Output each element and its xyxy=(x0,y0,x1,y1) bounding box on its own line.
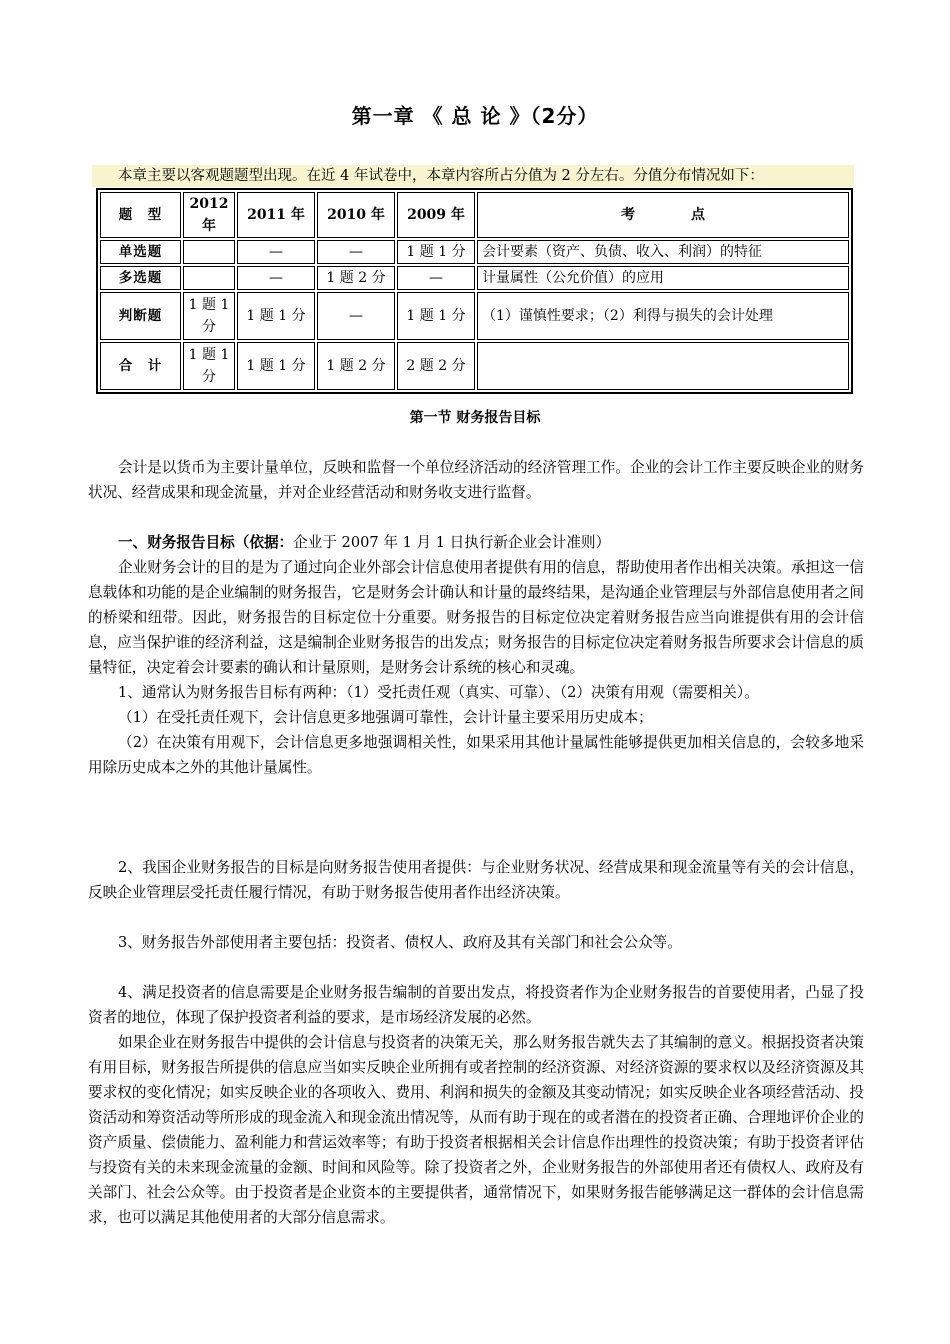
cell-2012: 1 题 1 分 xyxy=(183,342,235,390)
table-row xyxy=(100,292,849,340)
subheading-rest: 企业于 2007 年 1 月 1 日执行新企业会计准则） xyxy=(293,534,611,551)
cell-points: （1）谨慎性要求；（2）利得与损失的会计处理 xyxy=(477,292,849,340)
cell-2009: 2 题 2 分 xyxy=(397,342,475,390)
paragraph-investor-needs: 如果企业在财务报告中提供的会计信息与投资者的决策无关，那么财务报告就失去了其编制的意义。根据投资者决策有用目标，财务报告所提供的信息应当如实反映企业所拥有或者控制的经济资源、对经济资源的要求权以及经济资源及其要求权的变化情况；如实反映企业的各项收入、费用、利润和损失的金额及其变动情况；如实反映企业各项经营活动、投资活动和筹资活动等所形成的现金流入和现金流出情况等，从而有助于现在的或者潜在的投资者正确、合理地评价企业的资产质量、偿债能力、盈利能力和营运效率等；有助于投资者根据相关会计信息作出理性的投资决策；有助于投资者评估与投资有关的未来现金流量的金额、时间和风险等。除了投资者之外，企业财务报告的外部使用者还有债权人、政府及有关部门、社会公众等。由于投资者是企业资本的主要提供者，通常情况下，如果财务报告能够满足这一群体的会计信息需求，也可以满足其他使用者的大部分信息需求。 xyxy=(88,1034,864,1226)
header-2009: 2009 年 xyxy=(397,192,475,238)
score-distribution-table xyxy=(96,188,853,394)
list-item-1: 1、通常认为财务报告目标有两种：（1）受托责任观（真实、可靠）、（2）决策有用观（需要相关）。 xyxy=(118,684,759,701)
table-row xyxy=(100,266,849,290)
cell-2012 xyxy=(183,240,235,264)
cell-2009: 1 题 1 分 xyxy=(397,240,475,264)
section-title: 第一节 财务报告目标 xyxy=(409,410,541,426)
paragraph-accounting-definition: 会计是以货币为主要计量单位，反映和监督一个单位经济活动的经济管理工作。企业的会计工作主要反映企业的财务状况、经营成果和现金流量，并对企业经营活动和财务收支进行监督。 xyxy=(88,459,864,501)
paragraph-report-goal: 企业财务会计的目的是为了通过向企业外部会计信息使用者提供有用的信息，帮助使用者作出相关决策。承担这一信息载体和功能的是企业编制的财务报告，它是财务会计确认和计量的最终结果，是沟通企业管理层与外部信息使用者之间的桥梁和纽带。因此，财务报告的目标定位十分重要。财务报告的目标定位决定着财务报告应当向谁提供有用的会计信息，应当保护谁的经济利益，这是编制企业财务报告的出发点；财务报告的目标定位决定着财务报告所要求会计信息的质量特征，决定着会计要素的确认和计量原则，是财务会计系统的核心和灵魂。 xyxy=(88,559,864,676)
body-block-item4 xyxy=(88,980,864,1230)
body-block-goals xyxy=(88,530,864,780)
list-item-4: 4、满足投资者的信息需要是企业财务报告编制的首要出发点，将投资者作为企业财务报告的首要使用者，凸显了投资者的地位，体现了保护投资者利益的要求，是市场经济发展的必然。 xyxy=(88,984,864,1026)
cell-2011: — xyxy=(237,240,315,264)
body-block-item3 xyxy=(88,930,864,955)
chapter-intro xyxy=(92,165,854,187)
cell-2012 xyxy=(183,266,235,290)
chapter-intro-text: 本章主要以客观题题型出现。在近 4 年试卷中，本章内容所占分值为 2 分左右。分值分布情况如下： xyxy=(118,168,764,184)
cell-type: 多选题 xyxy=(100,266,181,290)
table-row xyxy=(100,240,849,264)
cell-type: 合 计 xyxy=(100,342,181,390)
chapter-title: 第一章 《 总 论 》（2分） xyxy=(351,104,599,128)
cell-2011: — xyxy=(237,266,315,290)
subheading-bold: 一、财务报告目标（依据： xyxy=(118,534,294,551)
cell-2011: 1 题 1 分 xyxy=(237,292,315,340)
cell-2010: 1 题 2 分 xyxy=(317,342,395,390)
cell-2010: — xyxy=(317,292,395,340)
header-2011: 2011 年 xyxy=(237,192,315,238)
cell-points: 会计要素（资产、负债、收入、利润）的特征 xyxy=(477,240,849,264)
header-2010: 2010 年 xyxy=(317,192,395,238)
cell-2012: 1 题 1 分 xyxy=(183,292,235,340)
subheading-report-goals xyxy=(88,530,864,555)
list-item-2: 2、我国企业财务报告的目标是向财务报告使用者提供：与企业财务状况、经营成果和现金流量等有关的会计信息，反映企业管理层受托责任履行情况，有助于财务报告使用者作出经济决策。 xyxy=(88,859,864,901)
cell-2009: 1 题 1 分 xyxy=(397,292,475,340)
list-item-3: 3、财务报告外部使用者主要包括：投资者、债权人、政府及其有关部门和社会公众等。 xyxy=(118,934,682,951)
header-type: 题 型 xyxy=(100,192,181,238)
cell-type: 判断题 xyxy=(100,292,181,340)
body-block-accounting xyxy=(88,455,864,505)
cell-2011: 1 题 1 分 xyxy=(237,342,315,390)
cell-points xyxy=(477,342,849,390)
list-item-1b: （2）在决策有用观下，会计信息更多地强调相关性，如果采用其他计量属性能够提供更加相关信息的，会较多地采用除历史成本之外的其他计量属性。 xyxy=(88,734,864,776)
cell-2009: — xyxy=(397,266,475,290)
cell-2010: — xyxy=(317,240,395,264)
header-points: 考 点 xyxy=(477,192,849,238)
table-header-row xyxy=(100,192,849,238)
cell-points: 计量属性（公允价值）的应用 xyxy=(477,266,849,290)
list-item-1a: （1）在受托责任观下，会计信息更多地强调可靠性，会计计量主要采用历史成本； xyxy=(118,709,653,726)
table-total-row xyxy=(100,342,849,390)
cell-2010: 1 题 2 分 xyxy=(317,266,395,290)
body-block-item2 xyxy=(88,855,864,905)
header-2012: 2012 年 xyxy=(183,192,235,238)
cell-type: 单选题 xyxy=(100,240,181,264)
